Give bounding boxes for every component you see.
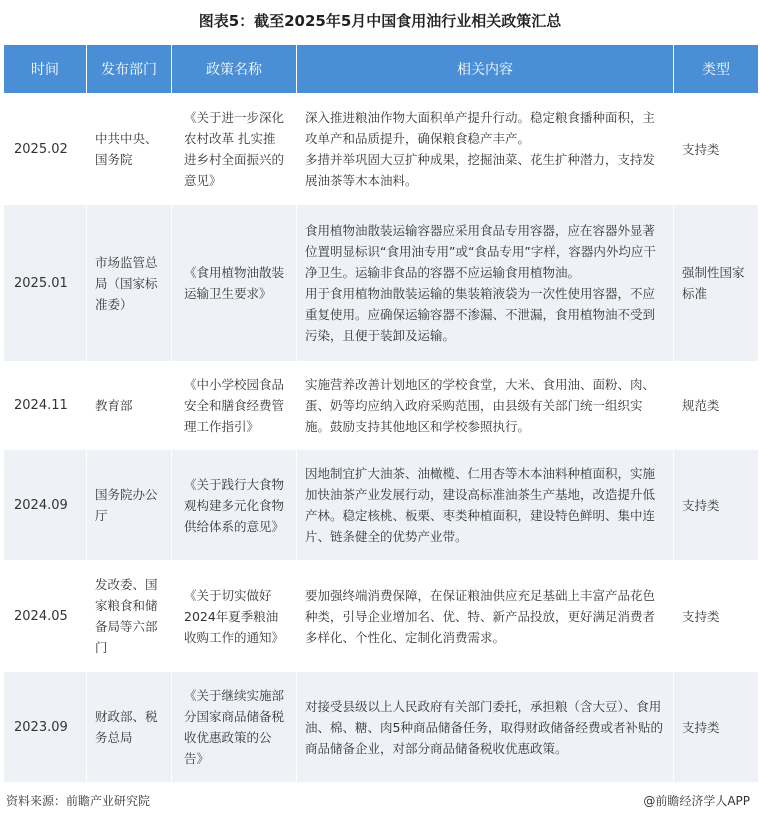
content-paragraph: 深入推进粮油作物大面积单产提升行动。稳定粮食播种面积，主攻单产和品质提升，确保粮食稳产丰产。: [305, 110, 656, 146]
brand-credit: @前瞻经济学人APP: [643, 794, 750, 808]
column-header-content: 相关内容: [297, 45, 674, 94]
cell-policy: 《关于切实做好2024年夏季粮油收购工作的通知》: [172, 561, 297, 672]
cell-dept: 教育部: [87, 362, 172, 450]
cell-dept: 中共中央、国务院: [87, 94, 172, 205]
cell-dept: 发改委、国家粮食和储备局等六部门: [87, 561, 172, 672]
cell-policy: 《食用植物油散装运输卫生要求》: [172, 205, 297, 362]
cell-content: [297, 672, 674, 783]
cell-type: 规范类: [674, 362, 759, 450]
chart-title: 图表5：截至2025年5月中国食用油行业相关政策汇总: [198, 12, 562, 30]
column-header-policy: 政策名称: [172, 45, 297, 94]
cell-type: 支持类: [674, 450, 759, 561]
cell-time: 2025.02: [4, 94, 87, 205]
content-paragraph: 对接受县级以上人民政府有关部门委托，承担粮（含大豆）、食用油、棉、糖、肉5种商品储备任务，取得财政储备经费或者补贴的商品储备企业，对部分商品储备税收优惠政策。: [305, 698, 663, 756]
cell-dept: 国务院办公厅: [87, 450, 172, 561]
column-header-time: 时间: [4, 45, 87, 94]
column-header-dept: 发布部门: [87, 45, 172, 94]
cell-policy: 《中小学校园食品安全和膳食经费管理工作指引》: [172, 362, 297, 450]
cell-time: 2024.11: [4, 362, 87, 450]
content-paragraph: 用于食用植物油散装运输的集装箱液袋为一次性使用容器，不应重复使用。应确保运输容器不渗漏、不泄漏，食用植物油不受到污染，且便于装卸及运输。: [305, 286, 656, 343]
cell-content: [297, 362, 674, 450]
table-row: [4, 362, 759, 450]
cell-type: 支持类: [674, 561, 759, 672]
cell-time: 2023.09: [4, 672, 87, 783]
table-row: [4, 205, 759, 362]
cell-time: 2024.09: [4, 450, 87, 561]
cell-content: [297, 94, 674, 205]
cell-content: [297, 450, 674, 561]
table-row: [4, 561, 759, 672]
cell-type: 强制性国家标准: [674, 205, 759, 362]
cell-dept: 市场监管总局（国家标准委）: [87, 205, 172, 362]
cell-time: 2025.01: [4, 205, 87, 362]
table-row: [4, 94, 759, 205]
cell-time: 2024.05: [4, 561, 87, 672]
table-row: [4, 672, 759, 783]
content-paragraph: 要加强终端消费保障，在保证粮油供应充足基础上丰富产品花色种类，引导企业增加名、优、特、新产品投放，更好满足消费者多样化、个性化、定制化消费需求。: [305, 587, 656, 645]
column-header-type: 类型: [674, 45, 759, 94]
cell-policy: 《关于进一步深化农村改革 扎实推进乡村全面振兴的意见》: [172, 94, 297, 205]
content-paragraph: 实施营养改善计划地区的学校食堂，大米、食用油、面粉、肉、蛋、奶等均应纳入政府采购范围，由县级有关部门统一组织实施。鼓励支持其他地区和学校参照执行。: [305, 377, 656, 434]
content-paragraph: 多措并举巩固大豆扩种成果，挖掘油菜、花生扩种潜力，支持发展油茶等木本油料。: [305, 152, 656, 188]
cell-policy: 《关于践行大食物观构建多元化食物供给体系的意见》: [172, 450, 297, 561]
cell-policy: 《关于继续实施部分国家商品储备税收优惠政策的公告》: [172, 672, 297, 783]
content-paragraph: 因地制宜扩大油茶、油橄榄、仁用杏等木本油料种植面积，实施加快油茶产业发展行动，建设高标准油茶生产基地，改造提升低产林。稳定核桃、板栗、枣类种植面积，建设特色鲜明、集中连片、链条健全的优势产业带。: [305, 466, 656, 544]
cell-type: 支持类: [674, 94, 759, 205]
policy-table: [3, 44, 759, 783]
table-header-row: [4, 45, 759, 94]
content-paragraph: 食用植物油散装运输容器应采用食品专用容器，应在容器外显著位置明显标识“食用油专用”或“食品专用”字样，容器内外均应干净卫生。运输非食品的容器不应运输食用植物油。: [305, 223, 656, 280]
cell-content: [297, 205, 674, 362]
cell-type: 支持类: [674, 672, 759, 783]
table-row: [4, 450, 759, 561]
cell-content: [297, 561, 674, 672]
source-note: 资料来源：前瞻产业研究院: [6, 794, 151, 808]
cell-dept: 财政部、税务总局: [87, 672, 172, 783]
